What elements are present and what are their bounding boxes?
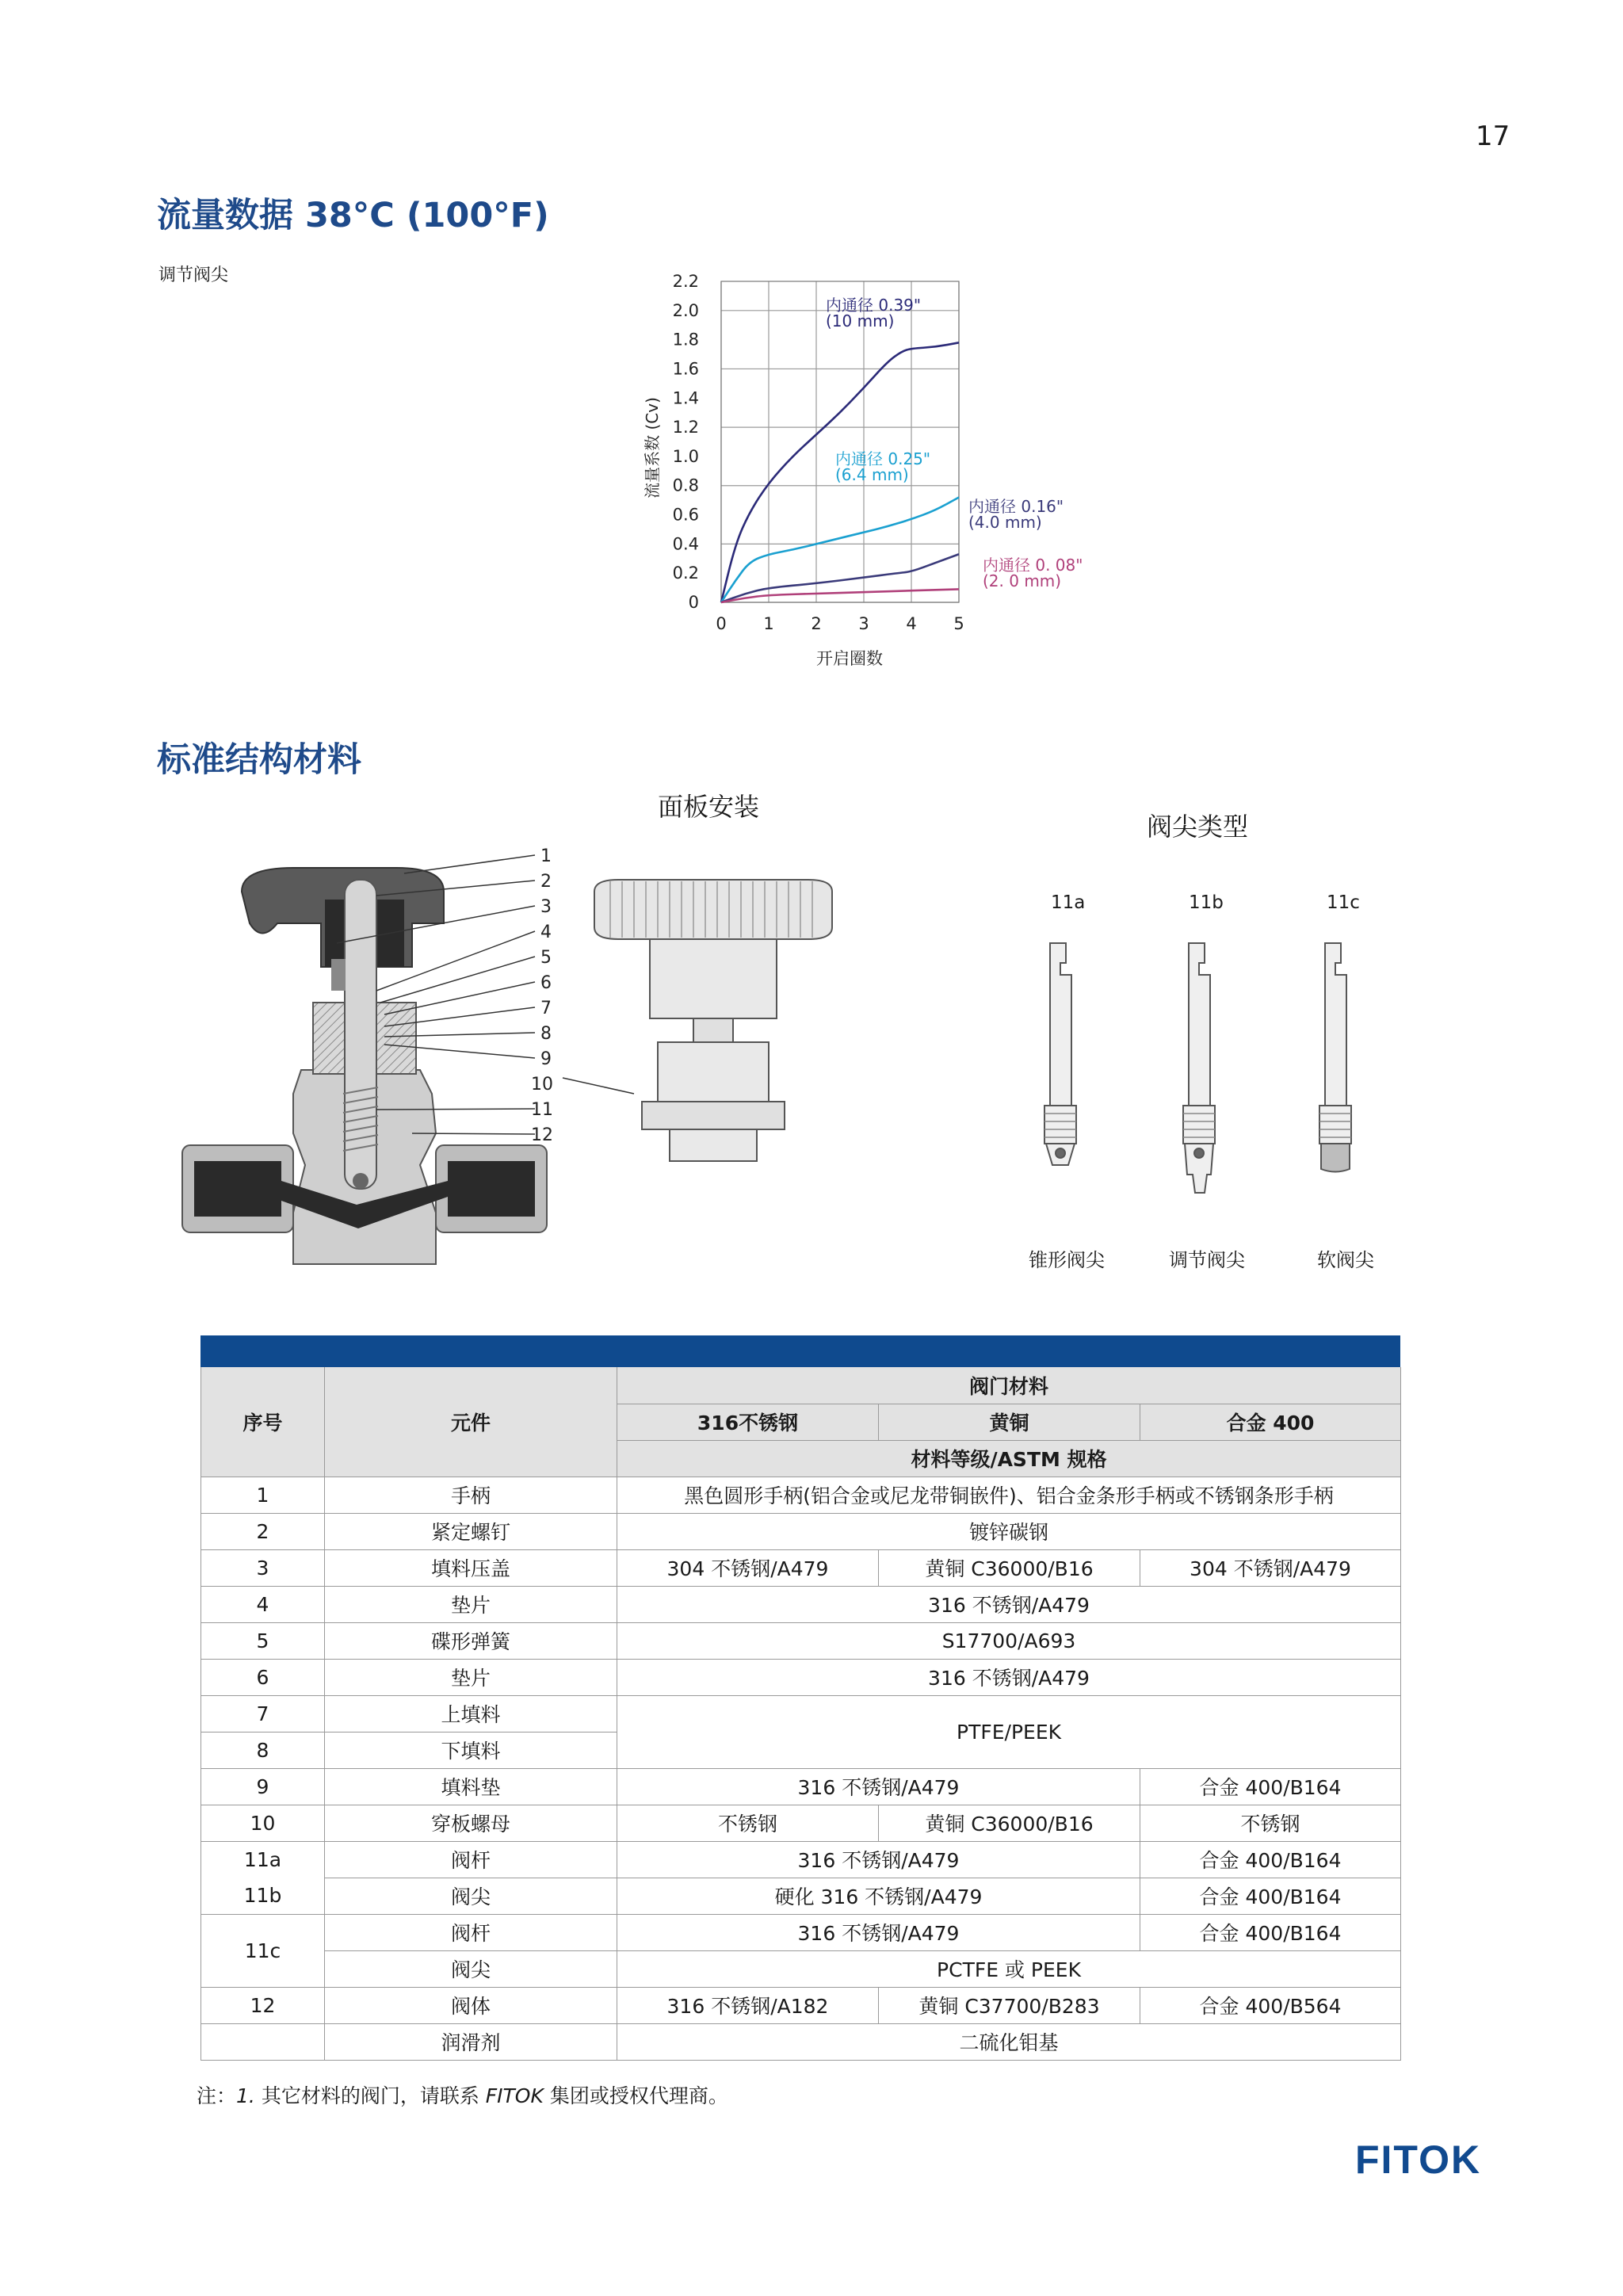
y-tick-label: 0.8 bbox=[672, 476, 699, 495]
x-tick-label: 1 bbox=[763, 614, 774, 633]
header-no: 序号 bbox=[201, 1367, 325, 1477]
callout-4: 4 bbox=[540, 923, 552, 942]
callout-12: 12 bbox=[531, 1125, 553, 1145]
callout-11: 11 bbox=[531, 1100, 553, 1120]
callout-2: 2 bbox=[540, 872, 552, 892]
table-row: 4 垫片 316 不锈钢/A479 bbox=[201, 1586, 1401, 1622]
callout-7: 7 bbox=[540, 999, 552, 1018]
header-brass: 黄铜 bbox=[879, 1404, 1140, 1440]
tip-code-11a: 11a bbox=[1051, 892, 1086, 913]
table-row: 11a 阀杆 316 不锈钢/A479 合金 400/B164 bbox=[201, 1841, 1401, 1878]
table-row: 润滑剂 二硫化钼基 bbox=[201, 2023, 1401, 2060]
y-tick-label: 1.6 bbox=[672, 359, 699, 379]
chart-y-ticks bbox=[673, 272, 699, 612]
fitok-logo: FITOK bbox=[1355, 2137, 1482, 2182]
header-ss316: 316不锈钢 bbox=[617, 1404, 879, 1440]
tip-11c-drawing bbox=[1319, 943, 1351, 1172]
footnote-text1: 其它材料的阀门，请联系 bbox=[254, 2084, 486, 2107]
page-number: 17 bbox=[1476, 120, 1510, 152]
y-tick-label: 2.0 bbox=[672, 300, 699, 320]
table-row: 11c 阀杆 316 不锈钢/A479 合金 400/B164 bbox=[201, 1914, 1401, 1950]
tip-types-title: 阀尖类型 bbox=[1147, 812, 1249, 842]
callout-3: 3 bbox=[540, 897, 552, 917]
header-valve-material: 阀门材料 bbox=[617, 1367, 1401, 1404]
y-tick-label: 1.0 bbox=[672, 446, 699, 466]
flow-section-title: 流量数据 38°C (100°F) bbox=[157, 196, 549, 235]
series-label-2: 内通径 0.25" bbox=[835, 449, 931, 468]
series-label-1: 内通径 0.39" bbox=[826, 296, 922, 315]
tip-types-drawing bbox=[1022, 927, 1395, 1236]
tip-11a-drawing bbox=[1044, 943, 1076, 1165]
flow-subtitle: 调节阀尖 bbox=[158, 266, 229, 285]
series-line-3 bbox=[721, 554, 959, 602]
callout-9: 9 bbox=[540, 1049, 552, 1069]
callout-1: 1 bbox=[540, 846, 552, 866]
chart-x-ticks bbox=[716, 614, 964, 633]
y-tick-label: 1.8 bbox=[672, 330, 699, 350]
y-tick-label: 0.4 bbox=[672, 534, 699, 554]
y-tick-label: 0.6 bbox=[672, 505, 699, 525]
table-row: 2 紧定螺钉 镀锌碳钢 bbox=[201, 1513, 1401, 1549]
series-label-3: 内通径 0.16" bbox=[968, 497, 1064, 516]
y-tick-label: 1.4 bbox=[672, 388, 699, 408]
table-row: 8 下填料 bbox=[201, 1732, 1401, 1768]
valve-cross-section-drawing bbox=[174, 832, 919, 1276]
flow-chart bbox=[618, 262, 1083, 690]
footnote-text2: 集团或授权代理商。 bbox=[543, 2084, 728, 2107]
y-tick-label: 0.2 bbox=[672, 563, 699, 583]
chart-series-labels bbox=[826, 296, 1083, 590]
footnote-prefix: 注： bbox=[197, 2084, 237, 2107]
chart-x-label: 开启圈数 bbox=[816, 649, 883, 668]
tip-caption-11a: 锥形阀尖 bbox=[1029, 1249, 1105, 1271]
footnote-brand: FITOK bbox=[485, 2084, 544, 2107]
series-label-4: 内通径 0. 08" bbox=[983, 556, 1083, 575]
tip-code-11c: 11c bbox=[1327, 892, 1360, 913]
materials-section-title: 标准结构材料 bbox=[157, 740, 361, 780]
table-row: 3 填料压盖 304 不锈钢/A479 黄铜 C36000/B16 304 不锈钢/A479 bbox=[201, 1549, 1401, 1586]
chart-y-label: 流量系数 (Cv) bbox=[643, 397, 662, 499]
series-label-4-line2: (2. 0 mm) bbox=[983, 571, 1062, 590]
header-grade: 材料等级/ASTM 规格 bbox=[617, 1440, 1401, 1477]
header-part: 元件 bbox=[325, 1367, 617, 1477]
table-header-bar bbox=[200, 1335, 1400, 1367]
x-tick-label: 4 bbox=[906, 614, 917, 633]
y-tick-label: 2.2 bbox=[672, 272, 699, 291]
series-label-2-line2: (6.4 mm) bbox=[835, 465, 909, 484]
tip-code-11b: 11b bbox=[1189, 892, 1224, 913]
table-row: 阀尖 PCTFE 或 PEEK bbox=[201, 1950, 1401, 1987]
table-row: 1 手柄 黑色圆形手柄(铝合金或尼龙带铜嵌件)、铝合金条形手柄或不锈钢条形手柄 bbox=[201, 1477, 1401, 1513]
footnote bbox=[197, 2080, 728, 2109]
table-row: 11b 阀尖 硬化 316 不锈钢/A479 合金 400/B164 bbox=[201, 1878, 1401, 1914]
series-label-1-line2: (10 mm) bbox=[826, 311, 895, 330]
series-label-3-line2: (4.0 mm) bbox=[968, 513, 1042, 532]
callout-5: 5 bbox=[540, 948, 552, 968]
series-line-2 bbox=[721, 497, 959, 602]
table-row: 5 碟形弹簧 S17700/A693 bbox=[201, 1622, 1401, 1659]
panel-mount-title: 面板安装 bbox=[658, 792, 760, 822]
panel-mount-view bbox=[594, 880, 832, 1161]
footnote-num: 1. bbox=[236, 2084, 255, 2107]
table-row: 7 上填料 PTFE/PEEK bbox=[201, 1695, 1401, 1732]
table-row: 9 填料垫 316 不锈钢/A479 合金 400/B164 bbox=[201, 1768, 1401, 1805]
stem bbox=[345, 880, 376, 1189]
header-alloy400: 合金 400 bbox=[1140, 1404, 1401, 1440]
x-tick-label: 2 bbox=[811, 614, 822, 633]
tip-caption-11c: 软阀尖 bbox=[1317, 1249, 1374, 1271]
callout-10: 10 bbox=[531, 1075, 553, 1095]
tip-11b-drawing bbox=[1183, 943, 1215, 1193]
callout-6: 6 bbox=[540, 973, 552, 993]
callout-numbers bbox=[531, 846, 553, 1145]
x-tick-label: 0 bbox=[716, 614, 727, 633]
callout-8: 8 bbox=[540, 1024, 552, 1044]
table-row: 6 垫片 316 不锈钢/A479 bbox=[201, 1659, 1401, 1695]
x-tick-label: 5 bbox=[953, 614, 964, 633]
x-tick-label: 3 bbox=[858, 614, 869, 633]
y-tick-label: 1.2 bbox=[672, 418, 699, 437]
tip-caption-11b: 调节阀尖 bbox=[1169, 1249, 1245, 1271]
table-row: 10 穿板螺母 不锈钢 黄铜 C36000/B16 不锈钢 bbox=[201, 1805, 1401, 1841]
materials-table bbox=[200, 1335, 1400, 2061]
y-tick-label: 0 bbox=[688, 593, 699, 612]
table-row: 12 阀体 316 不锈钢/A182 黄铜 C37700/B283 合金 400/B564 bbox=[201, 1987, 1401, 2023]
